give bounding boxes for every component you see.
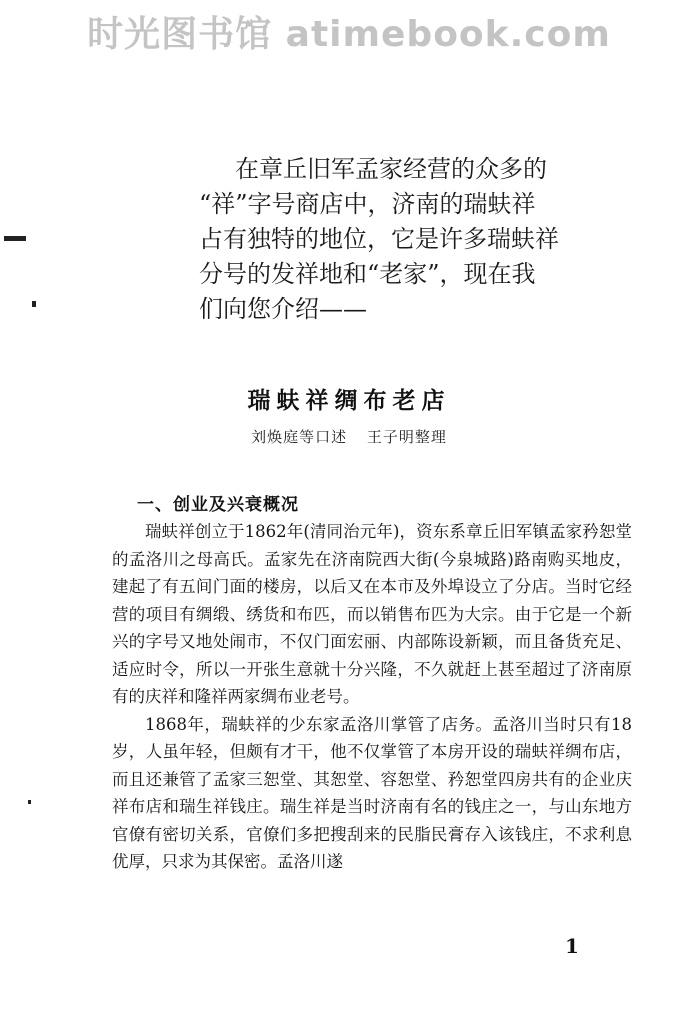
intro-line: 占有独特的地位，它是许多瑞蚨祥 [199,225,559,253]
section-heading: 一、创业及兴衰概况 [137,495,299,515]
intro-line: 分号的发祥地和“老家”，现在我 [199,260,536,288]
intro-line: 们向您介绍—— [199,295,367,323]
article-title: 瑞蚨祥绸布老店 [247,388,451,414]
article-body [112,518,632,876]
body-paragraph: 1868年，瑞蚨祥的少东家孟洛川掌管了店务。孟洛川当时只有18岁，人虽年轻，但颇有才干，他不仅掌管了本房开设的瑞蚨祥绸布店，而且还兼管了孟家三恕堂、其恕堂、容恕堂、矜恕堂四房共有的企业庆祥布店和瑞生祥钱庄。瑞生祥是当时济南有名的钱庄之一，与山东地方官僚有密切关系，官僚们多把搜刮来的民脂民膏存入该钱庄，不求利息优厚，只求为其保密。孟洛川遂 [112,714,632,871]
body-paragraph: 瑞蚨祥创立于1862年(清同治元年)，资东系章丘旧军镇孟家矜恕堂的孟洛川之母高氏。孟家先在济南院西大街(今泉城路)路南购买地皮，建起了有五间门面的楼房，以后又在本市及外埠设立了分店。当时它经营的项目有绸缎、绣货和布匹，而以销售布匹为大宗。由于它是一个新兴的字号又地处闹市，不仅门面宏丽、内部陈设新颖，而且备货充足、适应时令，所以一开张生意就十分兴隆，不久就赶上甚至超过了济南原有的庆祥和隆祥两家绸布业老号。 [112,522,632,706]
intro-line: 在章丘旧军孟家经营的众多的 [235,155,547,183]
scan-speck [28,800,31,804]
intro-line: “祥”字号商店中，济南的瑞蚨祥 [199,190,536,218]
article-authors: 刘焕庭等口述 王子明整理 [251,428,447,446]
watermark: 时光图书馆 atimebook.com [87,14,611,55]
page-number: 1 [565,934,579,958]
scan-speck [4,236,26,241]
scan-speck [32,301,36,307]
intro-block [199,152,559,327]
